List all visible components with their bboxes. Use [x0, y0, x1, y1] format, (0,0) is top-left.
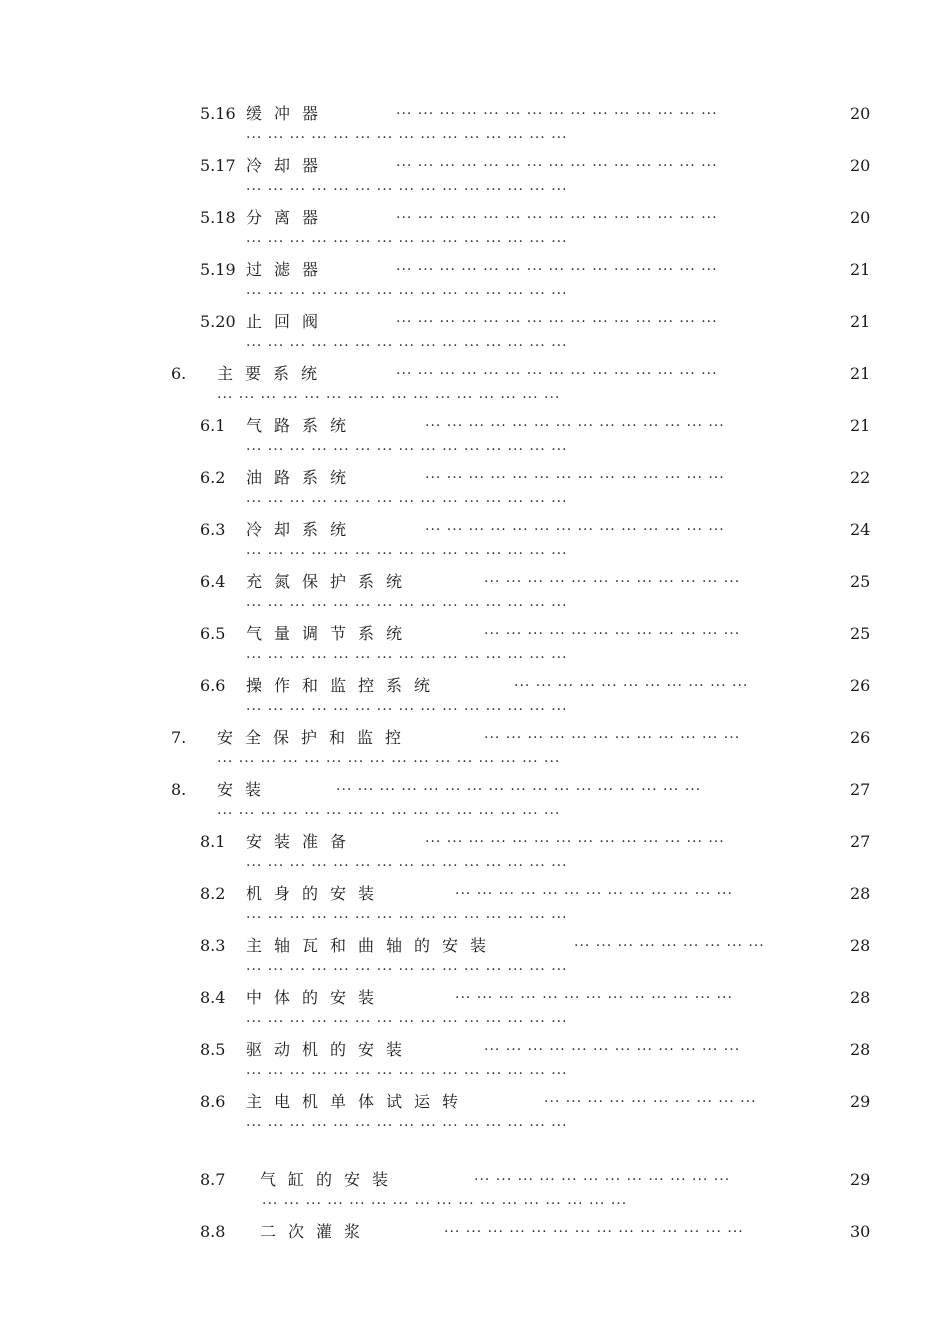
page-number: 30 [850, 1222, 871, 1241]
section-title: 气量调节系统 [246, 624, 415, 643]
section-title: 二次灌浆 [260, 1222, 373, 1241]
dot-leader-continuation: ··· ··· ··· ··· ··· ··· ··· ··· ··· ··· ··· ··· ··· ··· ··· [246, 130, 568, 146]
dot-leader-continuation: ··· ··· ··· ··· ··· ··· ··· ··· ··· ··· ··· ··· ··· ··· ··· [246, 234, 568, 250]
section-title: 分离器 [246, 208, 331, 227]
toc-entry-5-19[interactable] [0, 260, 950, 312]
dot-leader-continuation: ··· ··· ··· ··· ··· ··· ··· ··· ··· ··· ··· ··· ··· ··· ··· [246, 1118, 568, 1134]
toc-entry-6-3[interactable] [0, 520, 950, 572]
dot-leader-continuation: ··· ··· ··· ··· ··· ··· ··· ··· ··· ··· ··· ··· ··· ··· ··· [246, 650, 568, 666]
section-title: 安全保护和监控 [217, 728, 414, 747]
dot-leader-continuation: ··· ··· ··· ··· ··· ··· ··· ··· ··· ··· ··· ··· ··· ··· ··· [246, 598, 568, 614]
section-number: 6.1 [200, 416, 226, 435]
dot-leader: ··· ··· ··· ··· ··· ··· ··· ··· ··· ··· [544, 1094, 757, 1110]
toc-entry-6-1[interactable] [0, 416, 950, 468]
page-number: 20 [850, 208, 871, 227]
page-number: 29 [850, 1170, 871, 1189]
dot-leader-continuation: ··· ··· ··· ··· ··· ··· ··· ··· ··· ··· ··· ··· ··· ··· ··· [246, 858, 568, 874]
dot-leader: ··· ··· ··· ··· ··· ··· ··· ··· ··· ··· ··· ··· [484, 730, 741, 746]
page-number: 28 [850, 1040, 871, 1059]
page-number: 25 [850, 572, 871, 591]
section-number: 8.8 [200, 1222, 226, 1241]
section-title: 冷却器 [246, 156, 331, 175]
section-number: 8.6 [200, 1092, 226, 1111]
toc-entry-6-4[interactable] [0, 572, 950, 624]
section-title: 止回阀 [246, 312, 331, 331]
section-number: 6.4 [200, 572, 226, 591]
toc-entry-5-16[interactable] [0, 104, 950, 156]
page-number: 26 [850, 728, 871, 747]
dot-leader-continuation: ··· ··· ··· ··· ··· ··· ··· ··· ··· ··· ··· ··· ··· ··· ··· [246, 702, 568, 718]
section-title: 充氮保护系统 [246, 572, 415, 591]
toc-entry-8-6[interactable] [0, 1092, 950, 1144]
dot-leader: ··· ··· ··· ··· ··· ··· ··· ··· ··· ··· ··· ··· [484, 574, 741, 590]
section-title: 气缸的安装 [260, 1170, 401, 1189]
dot-leader-continuation: ··· ··· ··· ··· ··· ··· ··· ··· ··· ··· ··· ··· ··· ··· ··· [246, 546, 568, 562]
section-title: 气路系统 [246, 416, 359, 435]
section-number: 7. [171, 728, 187, 747]
dot-leader-continuation: ··· ··· ··· ··· ··· ··· ··· ··· ··· ··· ··· ··· ··· ··· ··· [246, 1014, 568, 1030]
dot-leader-continuation: ··· ··· ··· ··· ··· ··· ··· ··· ··· ··· ··· ··· ··· ··· ··· [246, 442, 568, 458]
dot-leader-continuation: ··· ··· ··· ··· ··· ··· ··· ··· ··· ··· ··· ··· ··· ··· ··· [246, 338, 568, 354]
toc-entry-6-2[interactable] [0, 468, 950, 520]
section-title: 安装 [217, 780, 274, 799]
page-number: 25 [850, 624, 871, 643]
dot-leader: ··· ··· ··· ··· ··· ··· ··· ··· ··· ··· ··· ··· ··· [455, 990, 733, 1006]
section-title: 中体的安装 [246, 988, 387, 1007]
section-number: 5.16 [200, 104, 236, 123]
section-title: 主电机单体试运转 [246, 1092, 471, 1111]
section-title: 驱动机的安装 [246, 1040, 415, 1059]
dot-leader-continuation: ··· ··· ··· ··· ··· ··· ··· ··· ··· ··· ··· ··· ··· ··· ··· ··· ··· [262, 1196, 628, 1212]
page-number: 21 [850, 312, 871, 331]
toc-entry-8-1[interactable] [0, 832, 950, 884]
dot-leader: ··· ··· ··· ··· ··· ··· ··· ··· ··· ··· ··· ··· ··· ··· ··· [396, 262, 718, 278]
dot-leader-continuation: ··· ··· ··· ··· ··· ··· ··· ··· ··· ··· ··· ··· ··· ··· ··· [246, 1066, 568, 1082]
dot-leader: ··· ··· ··· ··· ··· ··· ··· ··· ··· ··· ··· ··· [474, 1172, 731, 1188]
page-number: 21 [850, 416, 871, 435]
section-number: 5.19 [200, 260, 236, 279]
page-number: 28 [850, 884, 871, 903]
section-title: 主轴瓦和曲轴的安装 [246, 936, 499, 955]
section-title: 安装准备 [246, 832, 359, 851]
section-number: 8.4 [200, 988, 226, 1007]
toc-entry-8-5[interactable] [0, 1040, 950, 1092]
section-title: 冷却系统 [246, 520, 359, 539]
dot-leader-continuation: ··· ··· ··· ··· ··· ··· ··· ··· ··· ··· ··· ··· ··· ··· ··· [246, 910, 568, 926]
toc-entry-7[interactable] [0, 728, 950, 780]
toc-entry-6-5[interactable] [0, 624, 950, 676]
section-number: 8.3 [200, 936, 226, 955]
section-title: 缓冲器 [246, 104, 331, 123]
dot-leader: ··· ··· ··· ··· ··· ··· ··· ··· ··· ··· ··· [514, 678, 749, 694]
section-number: 8.5 [200, 1040, 226, 1059]
page-number: 24 [850, 520, 871, 539]
section-number: 6. [171, 364, 187, 383]
dot-leader-continuation: ··· ··· ··· ··· ··· ··· ··· ··· ··· ··· ··· ··· ··· ··· ··· [246, 286, 568, 302]
dot-leader: ··· ··· ··· ··· ··· ··· ··· ··· ··· ··· ··· ··· ··· ··· ··· ··· ··· [336, 782, 702, 798]
dot-leader-continuation: ··· ··· ··· ··· ··· ··· ··· ··· ··· ··· ··· ··· ··· ··· ··· [246, 182, 568, 198]
dot-leader: ··· ··· ··· ··· ··· ··· ··· ··· ··· ··· ··· ··· ··· ··· ··· [396, 366, 718, 382]
page-number: 20 [850, 104, 871, 123]
section-number: 8.7 [200, 1170, 226, 1189]
section-title: 操作和监控系统 [246, 676, 443, 695]
toc-entry-8[interactable] [0, 780, 950, 832]
section-title: 油路系统 [246, 468, 359, 487]
page-number: 21 [850, 260, 871, 279]
toc-entry-6[interactable] [0, 364, 950, 416]
section-number: 5.20 [200, 312, 236, 331]
toc-entry-5-20[interactable] [0, 312, 950, 364]
dot-leader: ··· ··· ··· ··· ··· ··· ··· ··· ··· ··· ··· ··· ··· ··· ··· [396, 314, 718, 330]
dot-leader-continuation: ··· ··· ··· ··· ··· ··· ··· ··· ··· ··· ··· ··· ··· ··· ··· ··· [217, 390, 561, 406]
section-number: 8.1 [200, 832, 226, 851]
page-number: 27 [850, 832, 871, 851]
dot-leader: ··· ··· ··· ··· ··· ··· ··· ··· ··· ··· ··· ··· ··· ··· ··· [396, 210, 718, 226]
dot-leader-continuation: ··· ··· ··· ··· ··· ··· ··· ··· ··· ··· ··· ··· ··· ··· ··· ··· [217, 806, 561, 822]
page-number: 27 [850, 780, 871, 799]
section-number: 8. [171, 780, 187, 799]
dot-leader: ··· ··· ··· ··· ··· ··· ··· ··· ··· ··· ··· ··· [484, 626, 741, 642]
toc-entry-8-3[interactable] [0, 936, 950, 988]
page-number: 22 [850, 468, 871, 487]
section-number: 6.6 [200, 676, 226, 695]
dot-leader-continuation: ··· ··· ··· ··· ··· ··· ··· ··· ··· ··· ··· ··· ··· ··· ··· [246, 494, 568, 510]
dot-leader: ··· ··· ··· ··· ··· ··· ··· ··· ··· ··· ··· ··· ··· ··· ··· [396, 158, 718, 174]
section-number: 6.3 [200, 520, 226, 539]
dot-leader: ··· ··· ··· ··· ··· ··· ··· ··· ··· [574, 938, 765, 954]
section-number: 5.17 [200, 156, 236, 175]
section-number: 6.2 [200, 468, 226, 487]
dot-leader-continuation: ··· ··· ··· ··· ··· ··· ··· ··· ··· ··· ··· ··· ··· ··· ··· ··· [217, 754, 561, 770]
section-title: 主要系统 [217, 364, 330, 383]
toc-entry-8-4[interactable] [0, 988, 950, 1040]
section-number: 5.18 [200, 208, 236, 227]
dot-leader: ··· ··· ··· ··· ··· ··· ··· ··· ··· ··· ··· ··· ··· [455, 886, 733, 902]
page-number: 21 [850, 364, 871, 383]
section-title: 过滤器 [246, 260, 331, 279]
toc-entry-8-8[interactable] [0, 1222, 950, 1274]
dot-leader: ··· ··· ··· ··· ··· ··· ··· ··· ··· ··· ··· ··· ··· ··· ··· [396, 106, 718, 122]
page-number: 26 [850, 676, 871, 695]
toc-entry-5-18[interactable] [0, 208, 950, 260]
dot-leader: ··· ··· ··· ··· ··· ··· ··· ··· ··· ··· ··· ··· ··· ··· [425, 834, 725, 850]
section-number: 6.5 [200, 624, 226, 643]
page-number: 28 [850, 988, 871, 1007]
toc-entry-6-6[interactable] [0, 676, 950, 728]
dot-leader: ··· ··· ··· ··· ··· ··· ··· ··· ··· ··· ··· ··· ··· ··· [444, 1224, 744, 1240]
dot-leader: ··· ··· ··· ··· ··· ··· ··· ··· ··· ··· ··· ··· [484, 1042, 741, 1058]
page-number: 28 [850, 936, 871, 955]
dot-leader: ··· ··· ··· ··· ··· ··· ··· ··· ··· ··· ··· ··· ··· ··· [425, 470, 725, 486]
dot-leader-continuation: ··· ··· ··· ··· ··· ··· ··· ··· ··· ··· ··· ··· ··· ··· ··· [246, 962, 568, 978]
toc-entry-8-7[interactable] [0, 1170, 950, 1222]
page-number: 29 [850, 1092, 871, 1111]
section-title: 机身的安装 [246, 884, 387, 903]
toc-entry-8-2[interactable] [0, 884, 950, 936]
section-number: 8.2 [200, 884, 226, 903]
page-number: 20 [850, 156, 871, 175]
dot-leader: ··· ··· ··· ··· ··· ··· ··· ··· ··· ··· ··· ··· ··· ··· [425, 522, 725, 538]
toc-entry-5-17[interactable] [0, 156, 950, 208]
dot-leader: ··· ··· ··· ··· ··· ··· ··· ··· ··· ··· ··· ··· ··· ··· [425, 418, 725, 434]
